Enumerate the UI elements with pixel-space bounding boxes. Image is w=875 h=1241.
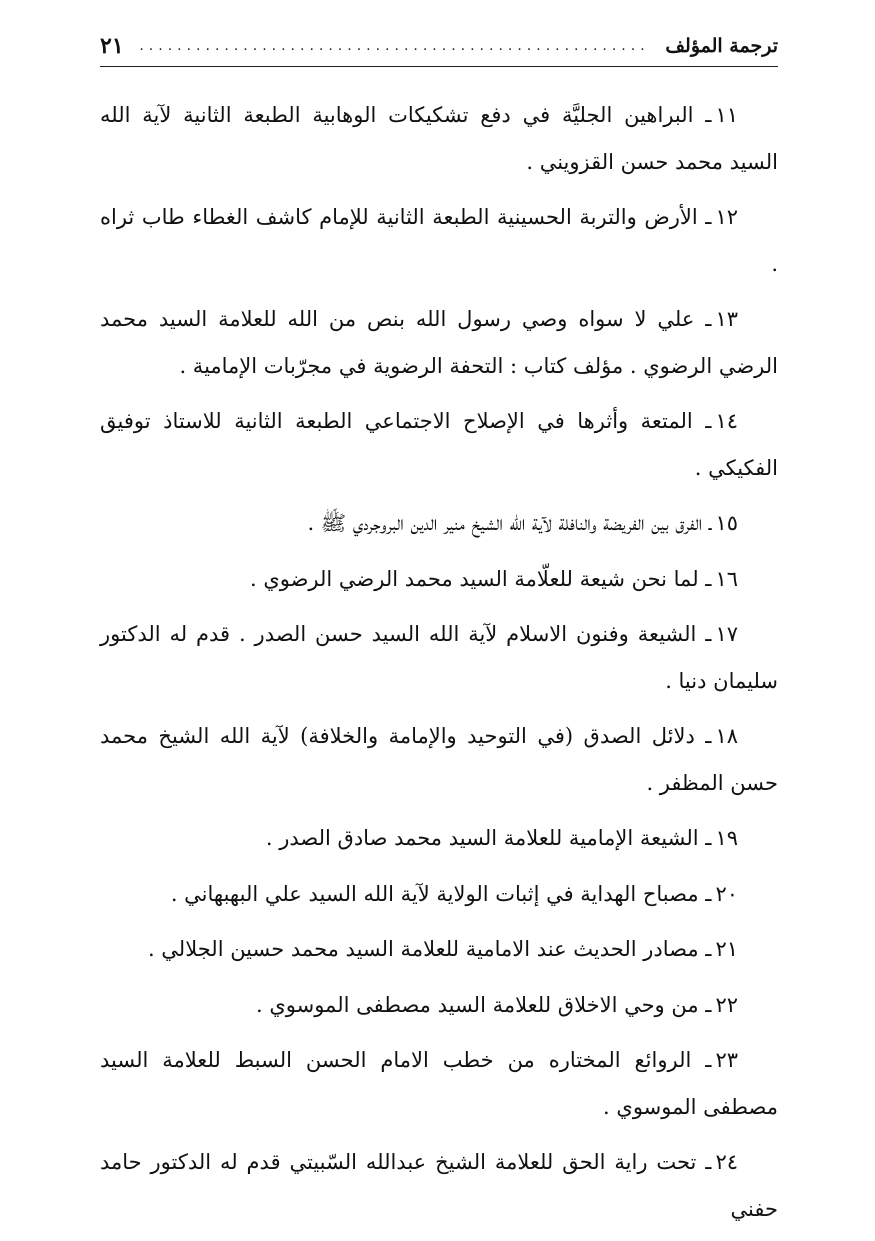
list-item xyxy=(100,871,778,918)
page-number: ٢١ xyxy=(100,33,124,59)
list-item xyxy=(100,92,778,185)
list-item xyxy=(100,398,778,491)
item-number: ١٣ xyxy=(715,307,738,331)
item-text: ـ مصادر الحديث عند الامامية للعلامة السيد محمد حسين الجلالي . xyxy=(147,937,712,961)
list-item xyxy=(100,1037,778,1130)
list-item xyxy=(100,556,778,603)
item-text: ـ دلائل الصدق (في التوحيد والإمامة والخلافة) لآية الله الشيخ محمد حسن المظفر . xyxy=(100,724,778,795)
item-text: ـ مصباح الهداية في إثبات الولاية لآية الله السيد علي البهبهاني . xyxy=(170,881,712,906)
item-number: ٢٠ xyxy=(715,881,738,906)
page-header xyxy=(100,32,778,60)
item-text: ـ الأرض والتربة الحسينية الطبعة الثانية للإمام كاشف الغطاء طاب ثراه . xyxy=(100,205,778,276)
item-text: ـ علي لا سواه وصي رسول الله بنص من الله للعلامة السيد محمد الرضي الرضوي . مؤلف كتاب : التحفة الرضوية في مجرّبات الإمامية . xyxy=(100,307,778,378)
item-text: ـ الروائع المختاره من خطب الامام الحسن السبط للعلامة السيد مصطفى الموسوي . xyxy=(100,1048,778,1119)
list-item xyxy=(100,815,778,862)
list-item xyxy=(100,500,778,547)
list-item xyxy=(100,296,778,389)
item-text: ـ من وحي الاخلاق للعلامة السيد مصطفى الموسوي . xyxy=(255,992,712,1017)
list-item xyxy=(100,194,778,287)
item-number: ٢٤ xyxy=(715,1150,738,1174)
item-text: ـ تحت راية الحق للعلامة الشيخ عبدالله السّبيتي قدم له الدكتور حامد حفني xyxy=(100,1150,778,1221)
item-number: ١٥ xyxy=(715,511,738,535)
item-text: ـ الفرق بين الفريضة والنافلة لآية الله الشيخ منير الدين البروجردي ﷺ . xyxy=(307,511,712,535)
list-item xyxy=(100,1139,778,1232)
item-number: ١٨ xyxy=(715,724,738,748)
item-text: ـ البراهين الجليَّة في دفع تشكيكات الوهابية الطبعة الثانية لآية الله السيد محمد حسن القزويني . xyxy=(100,103,778,174)
item-number: ٢٣ xyxy=(715,1048,738,1072)
running-title: ترجمة المؤلف xyxy=(665,35,778,57)
item-number: ١٢ xyxy=(715,205,738,229)
list-item xyxy=(100,982,778,1029)
item-number: ٢٢ xyxy=(715,992,738,1017)
item-number: ١١ xyxy=(715,103,738,127)
list-item xyxy=(100,926,778,973)
list-item xyxy=(100,611,778,704)
item-number: ١٦ xyxy=(715,566,738,591)
item-number: ١٤ xyxy=(715,409,738,433)
item-number: ١٧ xyxy=(715,622,738,646)
bibliography-list xyxy=(100,92,778,1241)
item-number: ١٩ xyxy=(715,826,738,850)
item-text: ـ الشيعة وفنون الاسلام لآية الله السيد حسن الصدر . قدم له الدكتور سليمان دنيا . xyxy=(100,622,778,693)
item-number: ٢١ xyxy=(715,937,738,961)
item-text: ـ لما نحن شيعة للعلّامة السيد محمد الرضي الرضوي . xyxy=(249,566,712,591)
header-rule xyxy=(100,66,778,67)
item-text: ـ المتعة وأثرها في الإصلاح الاجتماعي الطبعة الثانية للاستاذ توفيق الفكيكي . xyxy=(100,409,778,480)
item-text: ـ الشيعة الإمامية للعلامة السيد محمد صادق الصدر . xyxy=(265,826,712,850)
leader-dots: ...................................................... xyxy=(139,38,650,54)
list-item xyxy=(100,713,778,806)
